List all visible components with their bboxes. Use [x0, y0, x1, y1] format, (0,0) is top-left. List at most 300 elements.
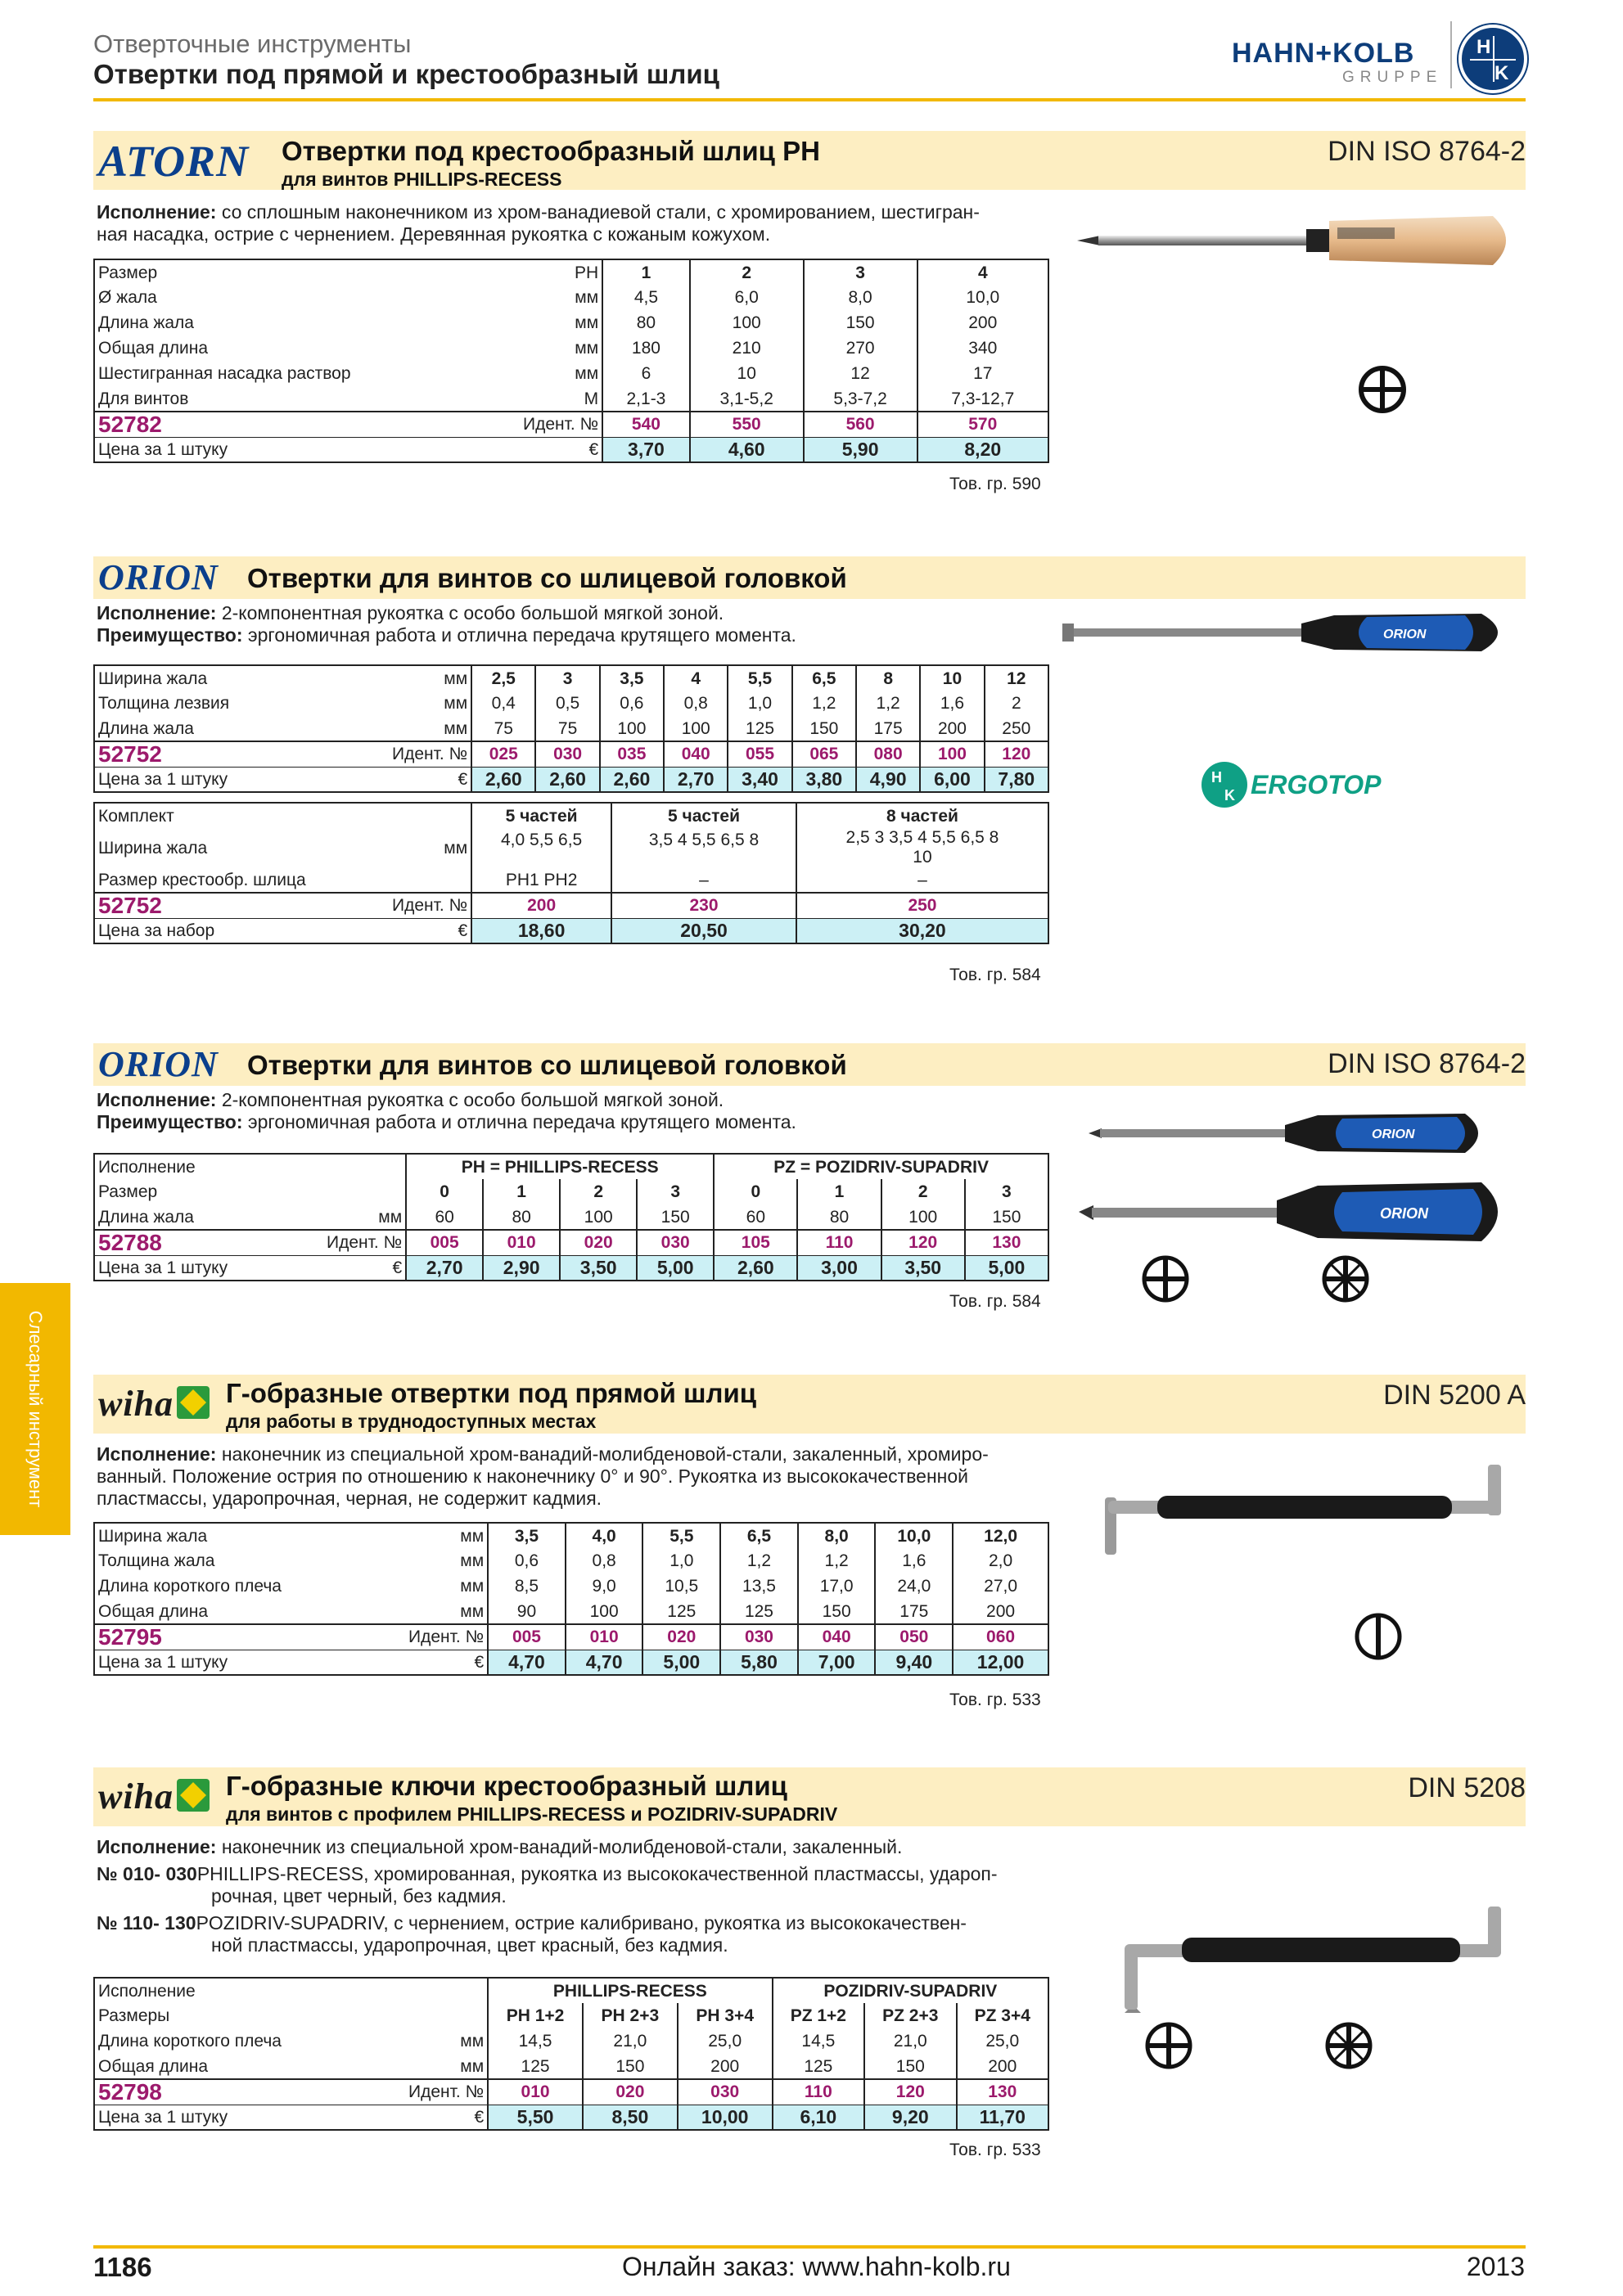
table-cell: 8	[856, 665, 920, 691]
price-row	[94, 767, 1048, 792]
ident-number: 040	[664, 741, 728, 767]
table-cell: 100	[566, 1599, 643, 1624]
product-group: Тов. гр. 584	[949, 966, 1041, 984]
section-subtitle: для работы в труднодоступных местах	[226, 1411, 597, 1432]
wiha-logo-icon	[175, 1777, 211, 1813]
table-cell: 7,3-12,7	[917, 386, 1048, 412]
table-cell: 1,6	[920, 691, 984, 716]
set-ident-row	[94, 893, 1048, 918]
table-cell: 25,0	[957, 2028, 1048, 2054]
spec-row	[94, 310, 1048, 335]
price-cell: 8,20	[917, 437, 1048, 462]
description	[97, 1443, 989, 1510]
ident-label: Идент. №	[405, 1624, 488, 1650]
table-cell: 200	[920, 716, 984, 741]
brand-logo-wiha: wiha	[98, 1776, 174, 1817]
table-cell: –	[796, 867, 1048, 893]
table-cell: 14,5	[773, 2028, 864, 2054]
table-cell: 100	[664, 716, 728, 741]
table-cell: 10,5	[642, 1573, 720, 1599]
table-cell: 150	[798, 1599, 876, 1624]
ident-number: 020	[642, 1624, 720, 1650]
atorn-screwdriver-illustration	[1067, 205, 1526, 417]
table-cell: 6,5	[720, 1523, 798, 1548]
table-cell: 6,5	[792, 665, 856, 691]
table-cell: 200	[917, 310, 1048, 335]
row-unit	[389, 867, 471, 893]
spec-row	[94, 386, 1048, 412]
group-header: PH = PHILLIPS-RECESS	[406, 1154, 714, 1179]
ident-row	[94, 412, 1048, 437]
desc-text: 2-компонентная рукоятка с особо большой мягкой зоной.	[216, 602, 724, 624]
table-cell: 17	[917, 361, 1048, 386]
side-tab-label: Слесарный инструмент	[25, 1310, 46, 1508]
table-cell: 3	[637, 1179, 714, 1204]
side-tab[interactable]	[0, 1283, 70, 1535]
price-cell: 6,00	[920, 767, 984, 792]
group-header-row	[94, 1154, 1048, 1179]
row-label: Длина жала	[94, 310, 520, 335]
ident-number: 060	[953, 1624, 1048, 1650]
price-cell: 2,70	[664, 767, 728, 792]
row-unit	[323, 1179, 406, 1204]
table-cell: 12,0	[953, 1523, 1048, 1548]
header-subcategory: Отвертки под прямой и крестообразный шлиц	[93, 59, 719, 89]
note-2-label: № 110- 130	[97, 1912, 196, 1934]
table-cell: 24,0	[875, 1573, 953, 1599]
price-cell: 4,70	[566, 1650, 643, 1675]
price-cell: 3,50	[560, 1255, 637, 1281]
table-cell: 3	[965, 1179, 1048, 1204]
ident-number: 110	[773, 2079, 864, 2105]
table-cell: 100	[560, 1204, 637, 1230]
note-1-text: PHILLIPS-RECESS, хромированная, рукоятка из высококачественной пластмассы, удароп-	[196, 1863, 998, 1884]
currency: €	[389, 767, 471, 792]
table-cell: 250	[985, 716, 1048, 741]
row-unit: мм	[405, 2028, 488, 2054]
price-row	[94, 1255, 1048, 1281]
spec-row	[94, 1573, 1048, 1599]
row-unit: мм	[405, 1573, 488, 1599]
table-cell: 0,5	[535, 691, 599, 716]
section-wiha-l-cross	[93, 1767, 1526, 2177]
section-orion-slotted	[93, 556, 1526, 998]
table-cell: 21,0	[864, 2028, 956, 2054]
section-subtitle: для винтов с профилем PHILLIPS-RECESS и POZIDRIV-SUPADRIV	[226, 1803, 838, 1825]
set-row	[94, 803, 1048, 828]
group-header-row	[94, 1978, 1048, 2003]
price-cell: 5,00	[642, 1650, 720, 1675]
ident-number: 065	[792, 741, 856, 767]
table-cell: 0	[406, 1179, 483, 1204]
row-label: Шестигранная насадка раствор	[94, 361, 520, 386]
ident-row	[94, 2079, 1048, 2105]
price-row	[94, 437, 1048, 462]
table-cell	[796, 828, 1048, 867]
desc-text: наконечник из специальной хром-ванадий-молибденовой-стали, закаленный.	[216, 1836, 903, 1857]
ident-row	[94, 741, 1048, 767]
row-unit: €	[389, 918, 471, 943]
table-cell: 4,0 5,5 6,5	[471, 828, 611, 867]
table-cell: 1	[797, 1179, 881, 1204]
row-unit	[405, 2003, 488, 2028]
table-cell: 4,0	[566, 1523, 643, 1548]
spec-row	[94, 361, 1048, 386]
row-label: Общая длина	[94, 335, 520, 361]
din-standard: DIN ISO 8764-2	[1328, 136, 1526, 167]
row-label: Цена за набор	[94, 918, 389, 943]
spec-row	[94, 1204, 1048, 1230]
row-label: Размер	[94, 1179, 323, 1204]
group-header: POZIDRIV-SUPADRIV	[773, 1978, 1048, 2003]
online-order-link[interactable]: Онлайн заказ: www.hahn-kolb.ru	[622, 2252, 1011, 2281]
price-cell: 2,70	[406, 1255, 483, 1281]
row-label: Длина короткого плеча	[94, 2028, 405, 2054]
table-cell: 175	[856, 716, 920, 741]
desc-label: Исполнение:	[97, 1836, 217, 1857]
row-unit: мм	[520, 361, 602, 386]
row-unit: мм	[520, 285, 602, 310]
spec-row	[94, 1523, 1048, 1548]
ident-number: 120	[881, 1230, 965, 1255]
ident-number: 030	[637, 1230, 714, 1255]
table-cell: 1,2	[720, 1548, 798, 1573]
row-unit: мм	[405, 1599, 488, 1624]
row-label: Ширина жала	[94, 828, 389, 867]
price-row	[94, 2105, 1048, 2130]
ident-row	[94, 1624, 1048, 1650]
product-group: Тов. гр. 533	[949, 2141, 1041, 2159]
section-subtitle: для винтов PHILLIPS-RECESS	[282, 169, 562, 190]
row-label: Для винтов	[94, 386, 520, 412]
ident-number: 020	[560, 1230, 637, 1255]
table-cell: 20,50	[611, 918, 796, 943]
table-cell: 0	[714, 1179, 797, 1204]
row-unit	[323, 1154, 406, 1179]
price-label: Цена за 1 штуку	[94, 1650, 405, 1675]
table-cell: 4	[664, 665, 728, 691]
table-cell: 8,5	[488, 1573, 566, 1599]
desc-text-2: эргономичная работа и отлична передача крутящего момента.	[242, 1111, 796, 1132]
footer-divider	[93, 2245, 1526, 2249]
currency: €	[323, 1255, 406, 1281]
table-cell: 1,6	[875, 1548, 953, 1573]
table-cell: 0,4	[471, 691, 535, 716]
price-cell: 7,80	[985, 767, 1048, 792]
section-title: Г-образные отвертки под прямой шлиц	[226, 1378, 757, 1408]
row-unit: мм	[405, 2054, 488, 2079]
ident-number: 540	[602, 412, 690, 437]
price-cell: 3,50	[881, 1255, 965, 1281]
table-cell: 80	[797, 1204, 881, 1230]
row-label: Общая длина	[94, 2054, 405, 2079]
table-cell: PH1 PH2	[471, 867, 611, 893]
desc-text-2: ванный. Положение острия по отношению к наконечнику 0° и 90°. Рукоятка из высококачественной	[97, 1465, 968, 1487]
description	[97, 1836, 998, 1956]
table-cell: 2	[985, 691, 1048, 716]
wiha-l-screwdriver-illustration	[1092, 1465, 1534, 1677]
section-title: Отвертки для винтов со шлицевой головкой	[247, 563, 847, 593]
row-unit: мм	[520, 310, 602, 335]
row-unit: мм	[520, 335, 602, 361]
product-group: Тов. гр. 584	[949, 1292, 1041, 1311]
price-label: Цена за 1 штуку	[94, 2105, 405, 2130]
price-label: Цена за 1 штуку	[94, 437, 520, 462]
row-label: Исполнение	[94, 1978, 405, 2003]
brand-logo-orion: ORION	[98, 1044, 219, 1084]
price-cell: 5,00	[637, 1255, 714, 1281]
hk-logo-icon: H K	[1458, 25, 1527, 93]
price-cell: 5,00	[965, 1255, 1048, 1281]
row-unit: мм	[389, 665, 471, 691]
ident-number: 550	[690, 412, 804, 437]
header-divider	[93, 98, 1526, 101]
svg-text:ORION: ORION	[1372, 1128, 1415, 1141]
spec-table	[93, 1153, 1049, 1281]
ident-number: 005	[406, 1230, 483, 1255]
ident-number: 105	[714, 1230, 797, 1255]
table-cell: 10	[690, 361, 804, 386]
article-code: 52752	[94, 741, 389, 767]
spec-row	[94, 335, 1048, 361]
spec-row	[94, 1548, 1048, 1573]
table-cell: 250	[796, 893, 1048, 918]
row-unit: PH	[520, 259, 602, 285]
ident-number: 040	[798, 1624, 876, 1650]
table-cell: 0,6	[488, 1548, 566, 1573]
price-cell: 6,10	[773, 2105, 864, 2130]
catalog-year: 2013	[1466, 2252, 1525, 2281]
table-cell: 30,20	[796, 918, 1048, 943]
table-cell: 150	[637, 1204, 714, 1230]
ident-number: 050	[875, 1624, 953, 1650]
table-cell: 100	[600, 716, 664, 741]
ident-number: 030	[535, 741, 599, 767]
table-cell: 340	[917, 335, 1048, 361]
brand-logo-orion: ORION	[98, 557, 219, 597]
desc-label-2: Преимущество:	[97, 1111, 243, 1132]
logo-separator	[1450, 21, 1452, 88]
ident-number: 560	[804, 412, 917, 437]
table-cell: 5,3-7,2	[804, 386, 917, 412]
table-cell: 80	[602, 310, 690, 335]
table-cell: 230	[611, 893, 796, 918]
table-cell: 0,8	[566, 1548, 643, 1573]
price-cell: 9,40	[875, 1650, 953, 1675]
table-cell: PZ 1+2	[773, 2003, 864, 2028]
table-cell: 1,2	[856, 691, 920, 716]
table-cell: 6	[602, 361, 690, 386]
table-cell: PZ 2+3	[864, 2003, 956, 2028]
row-label: Размер крестообр. шлица	[94, 867, 389, 893]
row-label: Длина короткого плеча	[94, 1573, 405, 1599]
table-cell: 2	[560, 1179, 637, 1204]
table-cell: 200	[953, 1599, 1048, 1624]
table-cell: 100	[881, 1204, 965, 1230]
price-cell: 3,70	[602, 437, 690, 462]
table-cell: PZ 3+4	[957, 2003, 1048, 2028]
price-cell: 3,40	[728, 767, 791, 792]
spec-row	[94, 2028, 1048, 2054]
din-standard: DIN ISO 8764-2	[1328, 1048, 1526, 1079]
company-logo-sub: GRUPPE	[1342, 69, 1443, 86]
desc-text: со сплошным наконечником из хром-ванадиевой стали, с хромированием, шестигран-	[216, 201, 980, 223]
table-cell: 2,5	[471, 665, 535, 691]
ident-label: Идент. №	[520, 412, 602, 437]
table-cell: 150	[965, 1204, 1048, 1230]
row-unit: M	[520, 386, 602, 412]
table-cell: 100	[690, 310, 804, 335]
ergotop-text: ERGOTOP	[1251, 770, 1382, 799]
price-cell: 4,60	[690, 437, 804, 462]
section-atorn-ph	[93, 131, 1526, 507]
price-cell: 12,00	[953, 1650, 1048, 1675]
table-cell: 8 частей	[796, 803, 1048, 828]
table-cell: 12	[804, 361, 917, 386]
ident-number: 110	[797, 1230, 881, 1255]
note-2-text: POZIDRIV-SUPADRIV, с чернением, острие калибривано, рукоятка из высококачествен-	[196, 1912, 967, 1934]
ident-number: 030	[678, 2079, 773, 2105]
table-cell: 125	[642, 1599, 720, 1624]
table-cell: PH 2+3	[583, 2003, 678, 2028]
row-label: Толщина жала	[94, 1548, 405, 1573]
spec-row	[94, 2054, 1048, 2079]
set-table	[93, 802, 1049, 944]
ident-number: 055	[728, 741, 791, 767]
table-cell: 2,1-3	[602, 386, 690, 412]
table-cell: 1,2	[798, 1548, 876, 1573]
table-cell: 10	[920, 665, 984, 691]
table-cell: 2	[881, 1179, 965, 1204]
ergotop-logo	[1200, 756, 1404, 813]
table-cell: 5 частей	[471, 803, 611, 828]
ident-number: 010	[488, 2079, 583, 2105]
table-cell: 5,5	[728, 665, 791, 691]
row-label: Толщина лезвия	[94, 691, 389, 716]
description	[97, 1089, 796, 1133]
table-cell: 60	[714, 1204, 797, 1230]
ident-label: Идент. №	[323, 1230, 406, 1255]
ident-number: 035	[600, 741, 664, 767]
company-logo-text: HAHN+KOLB	[1232, 38, 1415, 69]
set-price-row	[94, 918, 1048, 943]
desc-label: Исполнение:	[97, 201, 217, 223]
ident-label: Идент. №	[389, 741, 471, 767]
ident-number: 130	[957, 2079, 1048, 2105]
article-code: 52795	[94, 1624, 405, 1650]
table-cell: 10,0	[917, 285, 1048, 310]
orion-screwdriver-illustration	[1056, 606, 1514, 720]
header-category: Отверточные инструменты	[93, 29, 412, 58]
spec-table	[93, 1522, 1049, 1676]
set-width-line: 10	[913, 848, 932, 867]
price-cell: 11,70	[957, 2105, 1048, 2130]
desc-label-2: Преимущество:	[97, 624, 243, 646]
spec-table	[93, 1977, 1049, 2131]
table-cell: 150	[792, 716, 856, 741]
table-cell: 5,5	[642, 1523, 720, 1548]
spec-row	[94, 2003, 1048, 2028]
table-cell: 3,1-5,2	[690, 386, 804, 412]
set-width-row	[94, 828, 1048, 867]
row-label: Общая длина	[94, 1599, 405, 1624]
table-cell: 3,5	[488, 1523, 566, 1548]
price-cell: 5,90	[804, 437, 917, 462]
ident-row	[94, 1230, 1048, 1255]
table-cell: 3	[804, 259, 917, 285]
row-unit: мм	[389, 716, 471, 741]
group-header: PZ = POZIDRIV-SUPADRIV	[714, 1154, 1048, 1179]
table-cell: 200	[471, 893, 611, 918]
article-code: 52782	[94, 412, 520, 437]
row-label: Длина жала	[94, 1204, 323, 1230]
table-cell: 14,5	[488, 2028, 583, 2054]
table-cell: 21,0	[583, 2028, 678, 2054]
spec-row	[94, 691, 1048, 716]
row-label: Длина жала	[94, 716, 389, 741]
price-row	[94, 1650, 1048, 1675]
table-cell: 60	[406, 1204, 483, 1230]
row-unit: мм	[323, 1204, 406, 1230]
row-unit	[405, 1978, 488, 2003]
table-cell: 75	[535, 716, 599, 741]
table-cell: 0,6	[600, 691, 664, 716]
row-label: Ширина жала	[94, 1523, 405, 1548]
table-cell: 0,8	[664, 691, 728, 716]
desc-text-2: эргономичная работа и отлична передача крутящего момента.	[242, 624, 796, 646]
table-cell: 1	[602, 259, 690, 285]
spec-table	[93, 664, 1049, 793]
table-cell: 2	[690, 259, 804, 285]
row-unit: Идент. №	[389, 893, 471, 918]
table-cell: 12	[985, 665, 1048, 691]
desc-text-3: пластмассы, ударопрочная, черная, не содержит кадмия.	[97, 1488, 602, 1509]
brand-logo-wiha: wiha	[98, 1384, 174, 1424]
table-cell: 200	[678, 2054, 773, 2079]
row-unit	[389, 803, 471, 828]
ident-number: 120	[985, 741, 1048, 767]
ident-number: 030	[720, 1624, 798, 1650]
row-unit: мм	[405, 1523, 488, 1548]
table-cell: 18,60	[471, 918, 611, 943]
table-cell: 2,0	[953, 1548, 1048, 1573]
price-cell: 2,60	[600, 767, 664, 792]
price-cell: 10,00	[678, 2105, 773, 2130]
table-cell: 200	[957, 2054, 1048, 2079]
product-group: Тов. гр. 533	[949, 1690, 1041, 1709]
svg-text:ORION: ORION	[1383, 628, 1427, 642]
cross-symbols	[1089, 2013, 1531, 2087]
table-cell: 80	[483, 1204, 560, 1230]
row-label: Размеры	[94, 2003, 405, 2028]
table-cell: 3	[535, 665, 599, 691]
price-cell: 4,90	[856, 767, 920, 792]
row-unit: мм	[389, 691, 471, 716]
price-cell: 7,00	[798, 1650, 876, 1675]
desc-label: Исполнение:	[97, 1089, 217, 1110]
desc-text: 2-компонентная рукоятка с особо большой мягкой зоной.	[216, 1089, 724, 1110]
table-cell: 25,0	[678, 2028, 773, 2054]
row-unit: мм	[405, 1548, 488, 1573]
description	[97, 201, 980, 245]
section-title: Отвертки под крестообразный шлиц PH	[282, 136, 820, 166]
row-label: 52752	[94, 893, 389, 918]
table-cell: 3,5 4 5,5 6,5 8	[611, 828, 796, 867]
note-2-text-2: ной пластмассы, ударопрочная, цвет красный, без кадмия.	[211, 1934, 728, 1956]
table-cell: 8,0	[804, 285, 917, 310]
table-cell: 125	[720, 1599, 798, 1624]
row-label: Исполнение	[94, 1154, 323, 1179]
